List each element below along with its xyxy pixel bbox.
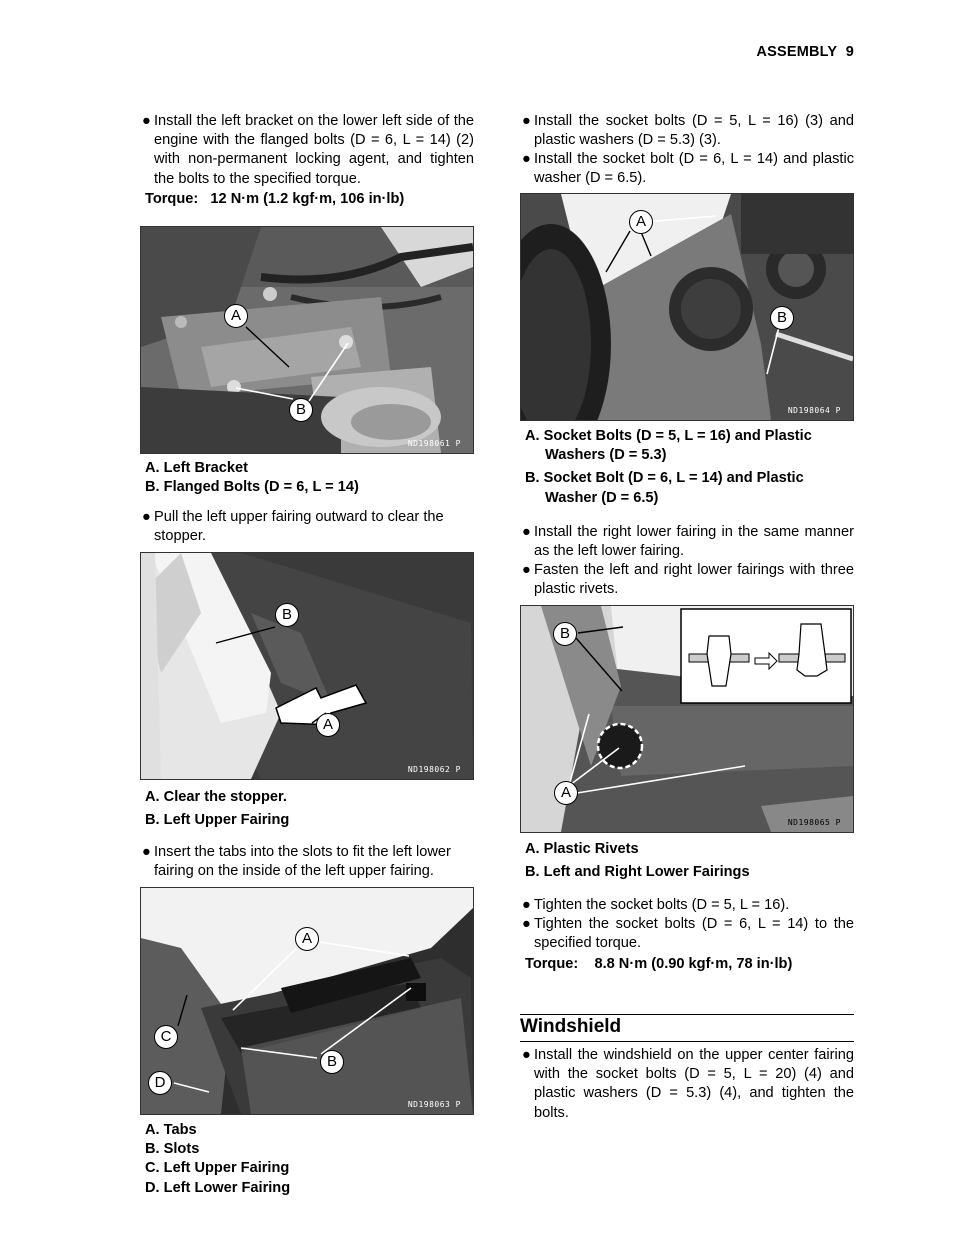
photo-plastic-rivets bbox=[520, 605, 854, 833]
callout-label: A bbox=[554, 781, 578, 805]
section-divider bbox=[520, 1014, 854, 1015]
photo-tabs-slots bbox=[140, 887, 474, 1115]
figure-code: ND198062 P bbox=[407, 765, 461, 774]
callout-label: B bbox=[275, 603, 299, 627]
bullet-icon: ● bbox=[142, 509, 151, 525]
callout-label: B bbox=[770, 306, 794, 330]
lower-fairing-bolts-illustration bbox=[521, 194, 853, 420]
instruction-plastic-rivets: ● Fasten the left and right lower fairings with three plastic rivets. bbox=[522, 562, 854, 598]
torque-spec-2: Torque: 8.8 N·m (0.90 kgf·m, 78 in·lb) bbox=[525, 956, 793, 972]
bullet-icon: ● bbox=[522, 1047, 531, 1063]
torque-spec-1: Torque: 12 N·m (1.2 kgf·m, 106 in·lb) bbox=[145, 191, 405, 207]
photo5-caption: A. Plastic Rivets B. Left and Right Lower Fairings bbox=[525, 841, 750, 880]
windshield-heading: Windshield bbox=[520, 1016, 622, 1037]
instruction-right-lower-fairing: ● Install the right lower fairing in the same manner as the left lower fairing. bbox=[522, 524, 854, 560]
photo4-caption: A. Socket Bolts (D = 5, L = 16) and Plastic Washers (D = 5.3) B. Socket Bolt (D = 6, L = 14) and Plastic Washer (D = 6.5) bbox=[525, 428, 812, 506]
instruction-tighten-6: ● Tighten the socket bolts (D = 6, L = 14) to the specified torque. bbox=[522, 916, 854, 952]
instruction-socket-bolts-5: ● Install the socket bolts (D = 5, L = 16) (3) and plastic washers (D = 5.3) (3). bbox=[522, 113, 854, 149]
bullet-icon: ● bbox=[522, 151, 531, 167]
bullet-icon: ● bbox=[522, 897, 531, 913]
photo1-caption: A. Left Bracket B. Flanged Bolts (D = 6, L = 14) bbox=[145, 460, 359, 496]
instruction-windshield: ● Install the windshield on the upper center fairing with the socket bolts (D = 5, L = 20) (4) and plastic washers (D = 5.3) (4), and tighten the bolts. bbox=[522, 1047, 854, 1121]
callout-label: C bbox=[154, 1025, 178, 1049]
photo2-caption: A. Clear the stopper. B. Left Upper Fairing bbox=[145, 789, 290, 828]
photo-clear-stopper bbox=[140, 552, 474, 780]
callout-label: B bbox=[320, 1050, 344, 1074]
instruction-insert-tabs: ● Insert the tabs into the slots to fit the left lower fairing on the inside of the left upper fairing. bbox=[142, 844, 451, 880]
callout-label: B bbox=[553, 622, 577, 646]
callout-label: A bbox=[629, 210, 653, 234]
instruction-pull-fairing: ● Pull the left upper fairing outward to clear the stopper. bbox=[142, 509, 444, 545]
bullet-icon: ● bbox=[522, 916, 531, 932]
bullet-icon: ● bbox=[142, 844, 151, 860]
section-divider bbox=[520, 1041, 854, 1042]
bullet-icon: ● bbox=[522, 113, 531, 129]
page-number: 9 bbox=[845, 44, 854, 60]
page-header bbox=[756, 44, 854, 60]
callout-label: A bbox=[316, 713, 340, 737]
instruction-left-bracket: ● Install the left bracket on the lower left side of the engine with the flanged bolts (D = 6, L = 14) (2) with non-permanent locking agent, and tighten the bolts to the specified torque. bbox=[142, 113, 474, 187]
instruction-socket-bolt-6: ● Install the socket bolt (D = 6, L = 14) and plastic washer (D = 6.5). bbox=[522, 151, 854, 187]
photo-left-bracket bbox=[140, 226, 474, 454]
section-title: ASSEMBLY bbox=[756, 44, 838, 60]
callout-label: A bbox=[224, 304, 248, 328]
instruction-tighten-5: ● Tighten the socket bolts (D = 5, L = 16). bbox=[534, 896, 854, 915]
fairing-stopper-illustration bbox=[141, 553, 473, 779]
bullet-icon: ● bbox=[522, 524, 531, 540]
figure-code: ND198063 P bbox=[407, 1100, 461, 1109]
figure-code: ND198065 P bbox=[787, 818, 841, 827]
figure-code: ND198064 P bbox=[787, 406, 841, 415]
callout-label: D bbox=[148, 1071, 172, 1095]
figure-code: ND198061 P bbox=[407, 439, 461, 448]
callout-label: B bbox=[289, 398, 313, 422]
bullet-icon: ● bbox=[522, 562, 531, 578]
photo-socket-bolts bbox=[520, 193, 854, 421]
photo3-caption: A. Tabs B. Slots C. Left Upper Fairing D. Left Lower Fairing bbox=[145, 1122, 291, 1196]
bullet-icon: ● bbox=[142, 113, 151, 129]
tabs-slots-illustration bbox=[141, 888, 473, 1114]
callout-label: A bbox=[295, 927, 319, 951]
